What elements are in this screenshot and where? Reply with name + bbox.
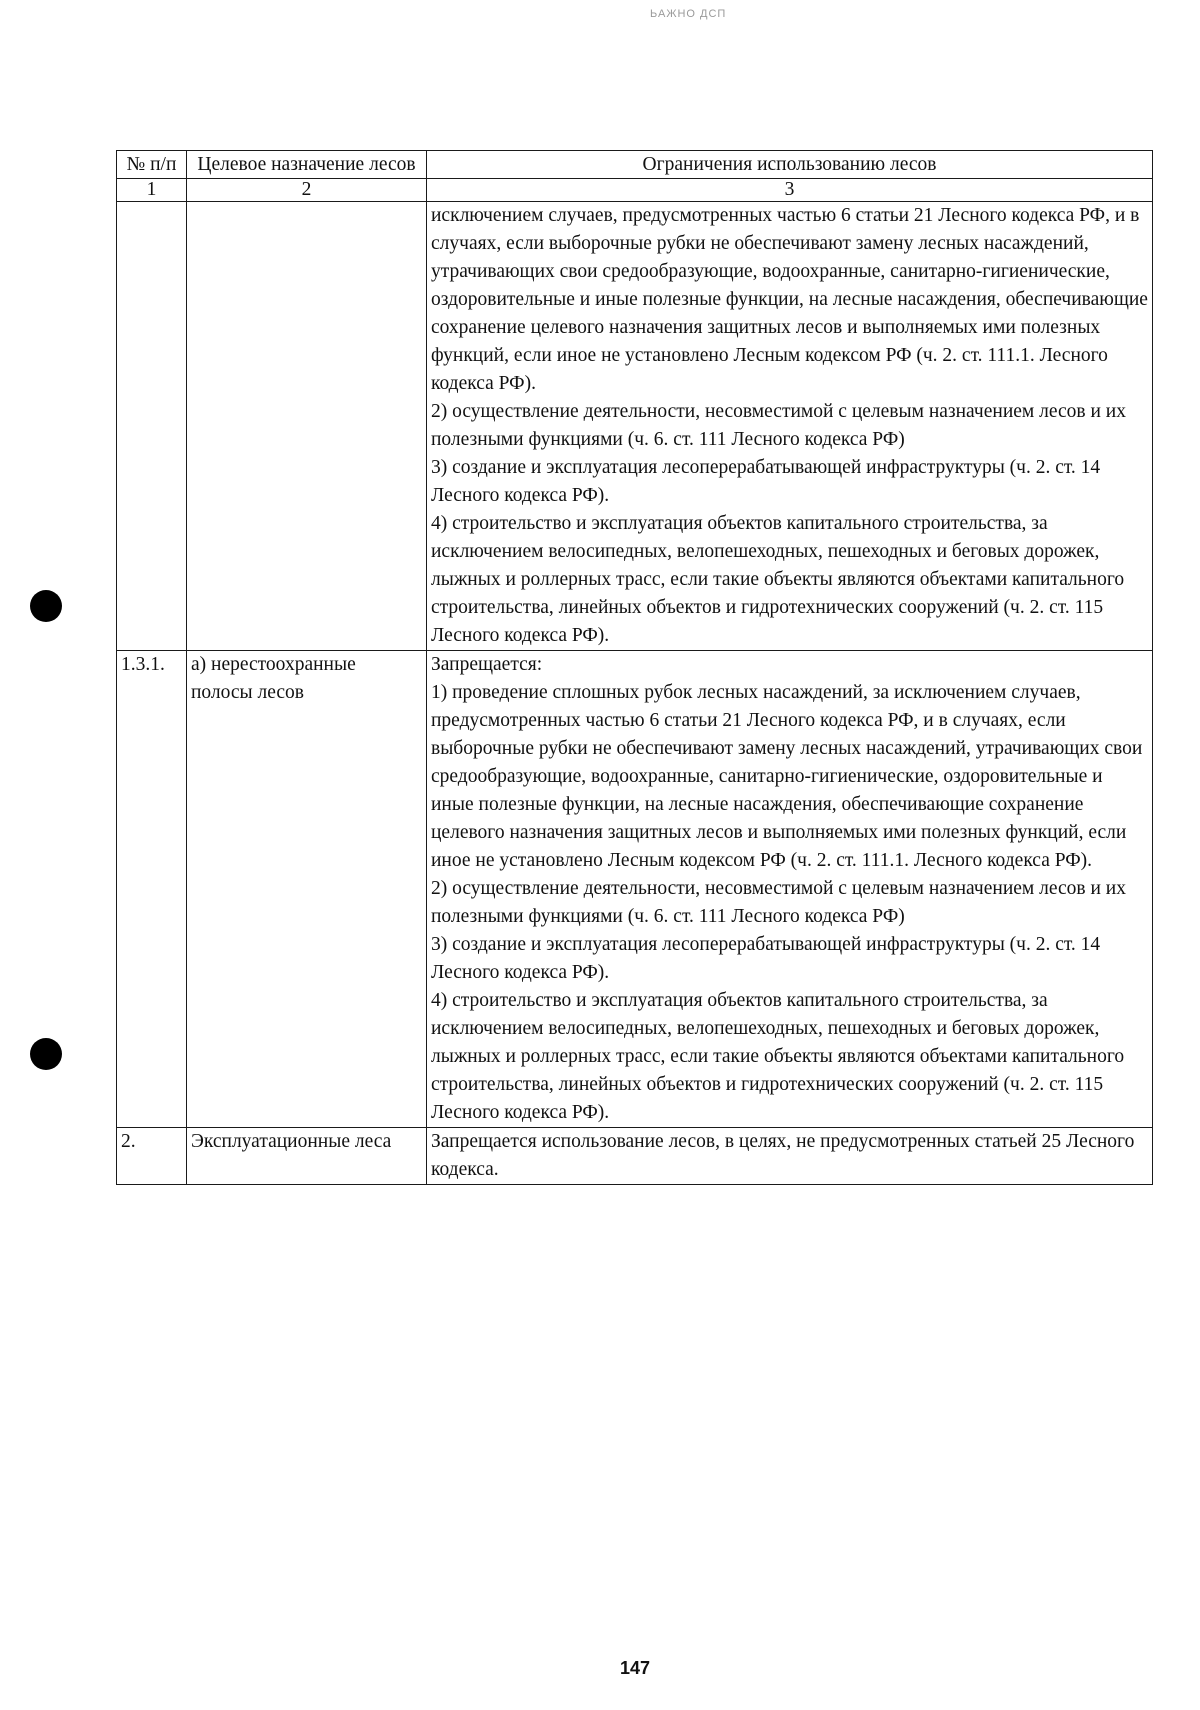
row-restrictions: [427, 1128, 1153, 1185]
table-header-row: [117, 151, 1153, 179]
restrictions-table: [116, 150, 1153, 1185]
restriction-paragraph: 3) создание и эксплуатация лесоперерабатывающей инфраструктуры (ч. 2. ст. 14 Лесного кодекса РФ).: [431, 934, 1106, 983]
column-number: 1: [117, 179, 187, 202]
table-row: [117, 202, 1153, 651]
restriction-paragraph: 1) проведение сплошных рубок лесных насаждений, за исключением случаев, предусмотренных частью 6 статьи 21 Лесного кодекса РФ, и в случаях, если выборочные рубки не обеспечивают замену лесных насаждений, утрачивающих свои средообразующие, водоохранные, санитарно-гигиенические, оздоровительные и иные полезные функции, на лесные насаждения, обеспечивающие сохранение целевого назначения защитных лесов и выполняемых ими полезных функций, если иное не установлено Лесным кодексом РФ (ч. 2. ст. 111.1. Лесного кодекса РФ).: [431, 682, 1148, 871]
header-number: № п/п: [117, 151, 187, 179]
table-row: [117, 1128, 1153, 1185]
row-purpose: а) нерестоохранные полосы лесов: [187, 651, 427, 1128]
restriction-paragraph: 2) осуществление деятельности, несовместимой с целевым назначением лесов и их полезными функциями (ч. 6. ст. 111 Лесного кодекса РФ): [431, 401, 1131, 450]
row-number: 2.: [117, 1128, 187, 1185]
row-number: 1.3.1.: [117, 651, 187, 1128]
row-restrictions: [427, 651, 1153, 1128]
row-number: [117, 202, 187, 651]
restriction-paragraph: Запрещается:: [431, 654, 543, 675]
column-number-row: [117, 179, 1153, 202]
row-purpose: [187, 202, 427, 651]
restriction-paragraph: 4) строительство и эксплуатация объектов капитального строительства, за исключением велосипедных, велопешеходных, пешеходных и беговых дорожек, лыжных и роллерных трасс, если такие объекты являются объектами капитального строительства, линейных объектов и гидротехнических сооружений (ч. 2. ст. 115 Лесного кодекса РФ).: [431, 990, 1129, 1123]
row-purpose: Эксплуатационные леса: [187, 1128, 427, 1185]
restriction-paragraph: 2) осуществление деятельности, несовместимой с целевым назначением лесов и их полезными функциями (ч. 6. ст. 111 Лесного кодекса РФ): [431, 878, 1131, 927]
table-row: [117, 651, 1153, 1128]
restriction-paragraph: исключением случаев, предусмотренных частью 6 статьи 21 Лесного кодекса РФ, и в случаях, если выборочные рубки не обеспечивают замену лесных насаждений, утрачивающих свои средообразующие, водоохранные, санитарно-гигиенические, оздоровительные и иные полезные функции, на лесные насаждения, обеспечивающие сохранение целевого назначения защитных лесов и выполняемых ими полезных функций, если иное не установлено Лесным кодексом РФ (ч. 2. ст. 111.1. Лесного кодекса РФ).: [431, 205, 1153, 394]
header-restrictions: Ограничения использованию лесов: [427, 151, 1153, 179]
scan-mark: ЬАЖНО ДСП: [650, 8, 727, 20]
restriction-paragraph: Запрещается использование лесов, в целях, не предусмотренных статьей 25 Лесного кодекса.: [431, 1131, 1140, 1180]
restriction-paragraph: 4) строительство и эксплуатация объектов капитального строительства, за исключением велосипедных, велопешеходных, пешеходных и беговых дорожек, лыжных и роллерных трасс, если такие объекты являются объектами капитального строительства, линейных объектов и гидротехнических сооружений (ч. 2. ст. 115 Лесного кодекса РФ).: [431, 513, 1129, 646]
column-number: 2: [187, 179, 427, 202]
page-number: 147: [619, 1658, 651, 1678]
header-purpose: Целевое назначение лесов: [187, 151, 427, 179]
punch-hole-top: [30, 590, 62, 622]
row-restrictions: [427, 202, 1153, 651]
restriction-paragraph: 3) создание и эксплуатация лесоперерабатывающей инфраструктуры (ч. 2. ст. 14 Лесного кодекса РФ).: [431, 457, 1106, 506]
column-number: 3: [427, 179, 1153, 202]
punch-hole-bottom: [30, 1038, 62, 1070]
